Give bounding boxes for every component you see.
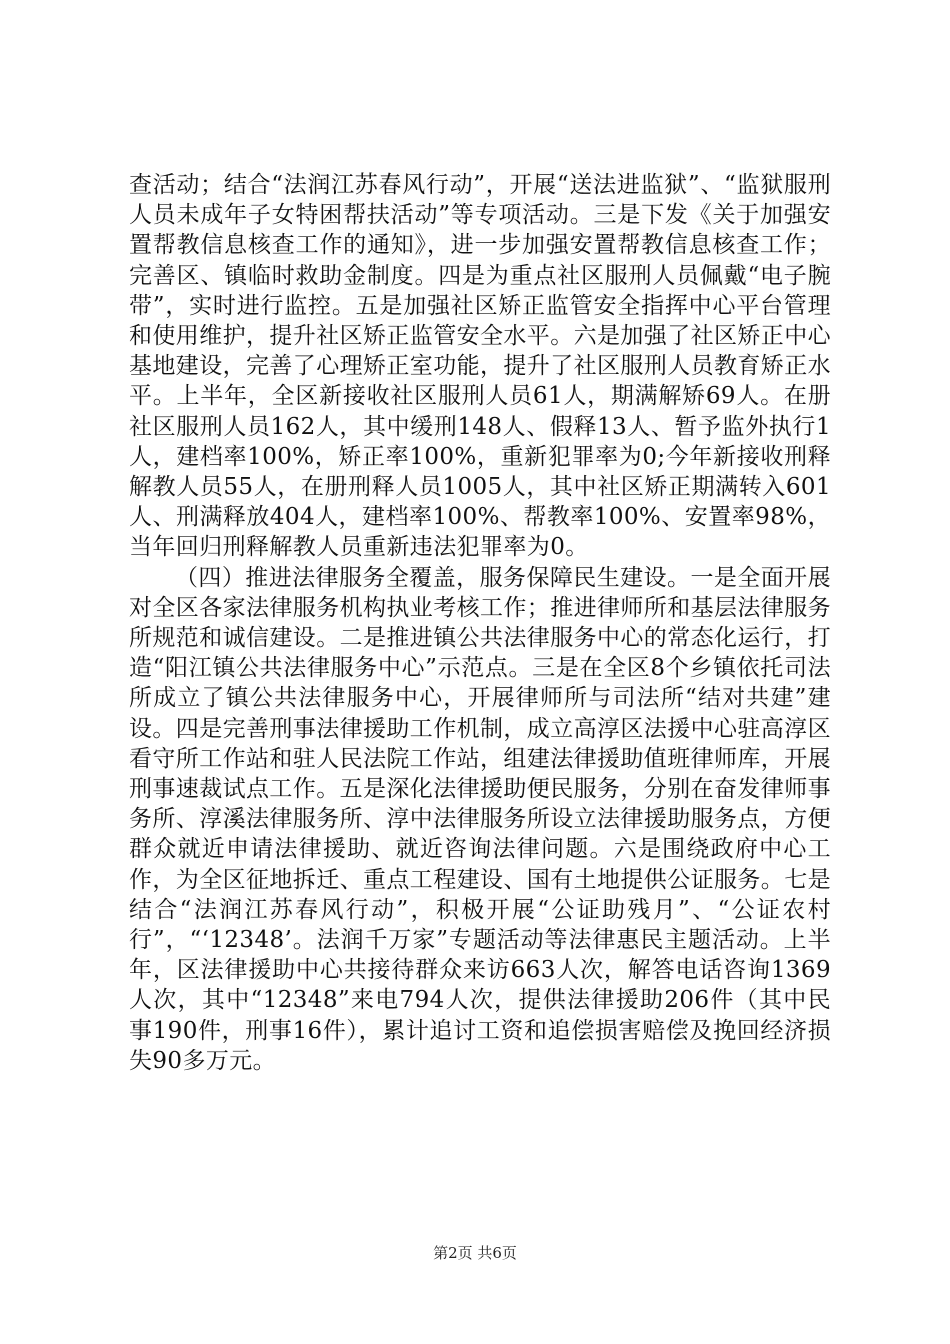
paragraph-continuation: 查活动；结合“法润江苏春风行动”，开展“送法进监狱”、“监狱服刑人员未成年子女特困帮扶活动”等专项活动。三是下发《关于加强安置帮教信息核查工作的通知》，进一步加强安置帮教信息核查工作；完善区、镇临时救助金制度。四是为重点社区服刑人员佩戴“电子腕带”，实时进行监控。五是加强社区矫正监管安全指挥中心平台管理和使用维护，提升社区矫正监管安全水平。六是加强了社区矫正中心基地建设，完善了心理矫正室功能，提升了社区服刑人员教育矫正水平。上半年，全区新接收社区服刑人员61人，期满解矫69人。在册社区服刑人员162人，其中缓刑148人、假释13人、暂予监外执行1人，建档率100%，矫正率100%，重新犯罪率为0;今年新接收刑释解教人员55人，在册刑释人员1005人，其中社区矫正期满转入601人、刑满释放404人，建档率100%、帮教率100%、安置率98%，当年回归刑释解教人员重新违法犯罪率为0。 [129,172,831,561]
paragraph-legal-services: （四）推进法律服务全覆盖，服务保障民生建设。一是全面开展对全区各家法律服务机构执业考核工作；推进律师所和基层法律服务所规范和诚信建设。二是推进镇公共法律服务中心的常态化运行，打造“阳江镇公共法律服务中心”示范点。三是在全区8个乡镇依托司法所成立了镇公共法律服务中心，开展律师所与司法所“结对共建”建设。四是完善刑事法律援助工作机制，成立高淳区法援中心驻高淳区看守所工作站和驻人民法院工作站，组建法律援助值班律师库，开展刑事速裁试点工作。五是深化法律援助便民服务，分别在奋发律师事务所、淳溪法律服务所、淳中法律服务所设立法律援助服务点，方便群众就近申请法律援助、就近咨询法律问题。六是围绕政府中心工作，为全区征地拆迁、重点工程建设、国有土地提供公证服务。七是结合“法润江苏春风行动”，积极开展“公证助残月”、“公证农村行”，“‘12348’。法润千万家”专题活动等法律惠民主题活动。上半年，区法律援助中心共接待群众来访663人次，解答电话咨询1369人次，其中“12348”来电794人次，提供法律援助206件（其中民事190件，刑事16件），累计追讨工资和追偿损害赔偿及挽回经济损失90多万元。 [129,564,831,1074]
page-footer: 第2页 共6页 [433,1244,517,1262]
document-body [129,170,831,1076]
